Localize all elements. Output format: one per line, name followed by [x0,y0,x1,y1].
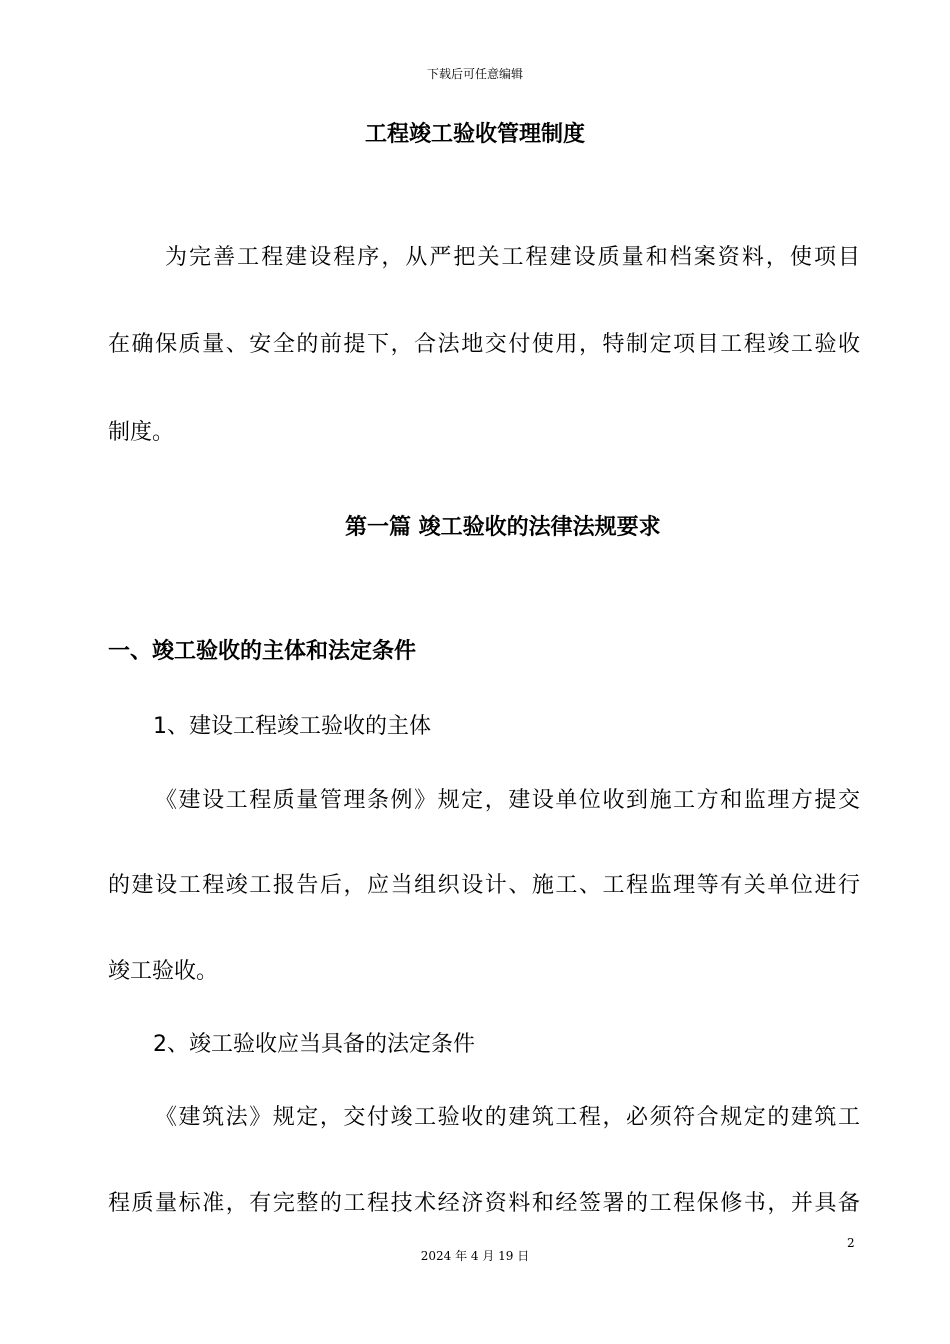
page-number: 2 [847,1236,855,1250]
item2-line-2: 程质量标准，有完整的工程技术经济资料和经签署的工程保修书，并具备 [108,1191,860,1216]
item1-heading: 1、建设工程竣工验收的主体 [153,714,431,739]
part-heading: 第一篇 竣工验收的法律法规要求 [345,515,661,540]
document-title: 工程竣工验收管理制度 [364,122,585,147]
intro-line-2: 在确保质量、安全的前提下，合法地交付使用，特制定项目工程竣工验收 [108,332,860,357]
footer-date: 2024 年 4 月 19 日 [420,1249,530,1263]
item1-line-3: 竣工验收。 [108,959,219,984]
intro-line-3: 制度。 [108,420,175,445]
header-note: 下载后可任意编辑 [426,67,523,81]
item2-line-1: 《建筑法》规定，交付竣工验收的建筑工程，必须符合规定的建筑工 [155,1105,860,1130]
item1-line-2: 的建设工程竣工报告后，应当组织设计、施工、工程监理等有关单位进行 [108,873,860,898]
item2-heading: 2、竣工验收应当具备的法定条件 [153,1032,475,1057]
chapter-heading: 一、竣工验收的主体和法定条件 [108,639,417,664]
intro-line-1: 为完善工程建设程序，从严把关工程建设质量和档案资料，使项目 [165,245,860,270]
item1-line-1: 《建设工程质量管理条例》规定，建设单位收到施工方和监理方提交 [155,788,860,813]
